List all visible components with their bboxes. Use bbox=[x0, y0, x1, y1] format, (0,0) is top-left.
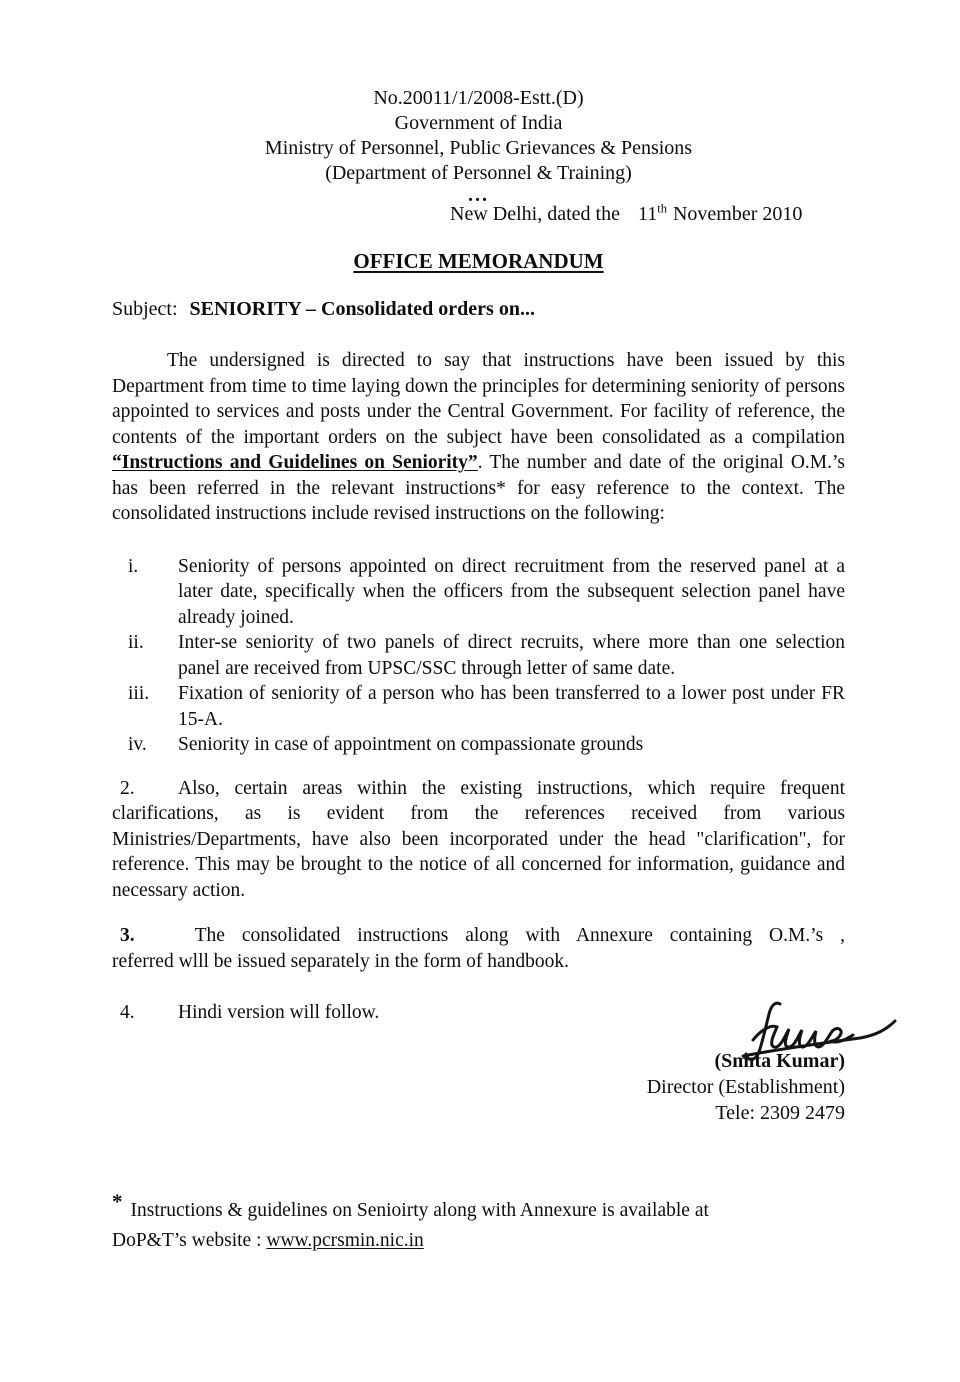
para-3-line1 bbox=[112, 923, 845, 949]
memo-title-text: OFFICE MEMORANDUM bbox=[353, 249, 604, 273]
ministry-name: Ministry of Personnel, Public Grievances & Pensions bbox=[264, 137, 693, 159]
list-marker: ii. bbox=[128, 632, 144, 653]
list-text: Fixation of seniority of a person who has been transferred to a lower post under FR 15-A. bbox=[178, 683, 845, 730]
footnote-line1: Instructions & guidelines on Senioirty along with Annexure is available at bbox=[130, 1199, 709, 1221]
list-item bbox=[112, 732, 845, 758]
letterhead bbox=[112, 86, 845, 186]
date-rest: November 2010 bbox=[672, 203, 803, 225]
signatory-phone: Tele: 2309 2479 bbox=[715, 1101, 845, 1124]
para-3-trailing-comma: , bbox=[840, 925, 845, 946]
signature-scribble-icon bbox=[735, 996, 897, 1068]
website-link: www.pcrsmin.nic.in bbox=[266, 1229, 424, 1251]
place-date-prefix: New Delhi, dated the bbox=[450, 203, 620, 225]
footnote-line2-prefix: DoP&T’s website : bbox=[112, 1229, 267, 1251]
file-number: No.20011/1/2008-Estt.(D) bbox=[373, 87, 584, 109]
date-day: 11 bbox=[637, 203, 658, 225]
para-1-emphasis: “Instructions and Guidelines on Seniority” bbox=[112, 452, 478, 473]
seniority-list bbox=[112, 554, 845, 758]
place-date-line bbox=[112, 202, 845, 227]
footnote-asterisk: * bbox=[112, 1189, 123, 1213]
para-1 bbox=[112, 348, 845, 527]
subject-label: Subject: bbox=[112, 298, 178, 320]
list-text: Inter-se seniority of two panels of direct recruits, where more than one selection panel are received from UPSC/SSC through letter of same date. bbox=[178, 632, 845, 679]
para-4-number: 4. bbox=[120, 1002, 135, 1023]
para-3-number: 3. bbox=[120, 925, 135, 946]
list-item bbox=[112, 681, 845, 732]
list-item bbox=[112, 554, 845, 631]
para-1-part2: . The number and date of the original O.M.’s has been referred in the relevant instructions* for easy reference to the context. The consolidated instructions include revised instructions on the following: bbox=[112, 452, 846, 524]
subject-text: SENIORITY – Consolidated orders on... bbox=[189, 298, 535, 320]
para-3 bbox=[112, 923, 845, 974]
department-name: (Department of Personnel & Training) bbox=[325, 162, 632, 184]
signatory-designation: Director (Establishment) bbox=[646, 1075, 845, 1098]
list-text: Seniority in case of appointment on compassionate grounds bbox=[178, 734, 644, 755]
list-marker: i. bbox=[128, 555, 139, 577]
separator-dots: ... bbox=[468, 184, 489, 206]
list-marker: iv. bbox=[128, 734, 147, 755]
org-name: Government of India bbox=[394, 112, 563, 134]
para-3-line1-text: The consolidated instructions along with Annexure containing O.M.’s bbox=[194, 925, 824, 946]
para-1-part1: The undersigned is directed to say that instructions have been issued by this Department from time to time laying down the principles for determining seniority of persons appointed to services and posts under the Central Government. For facility of reference, the contents of the important orders on the subject have been consolidated as a compilation bbox=[112, 350, 845, 448]
date-day-suffix: th bbox=[657, 201, 667, 216]
para-3-line2: referred wlll be issued separately in the form of handbook. bbox=[112, 950, 570, 972]
footnote bbox=[112, 1189, 845, 1256]
subject-line bbox=[112, 297, 845, 322]
list-item bbox=[112, 630, 845, 681]
para-2-number: 2. bbox=[120, 777, 135, 799]
signature-block bbox=[112, 1048, 845, 1126]
para-4-text: Hindi version will follow. bbox=[178, 1002, 380, 1023]
para-2-text: Also, certain areas within the existing instructions, which require frequent clarifications, as is evident from the references received from various Ministries/Departments, have also been incorporated under the head "clarification", for reference. This may be brought to the notice of all concerned for information, guidance and necessary action. bbox=[112, 777, 845, 901]
signatory-name: (Smita Kumar) bbox=[714, 1049, 845, 1072]
list-text: Seniority of persons appointed on direct recruitment from the reserved panel at a later date, specifically when the officers from the subsequent selection panel have already joined. bbox=[178, 555, 845, 628]
memo-title bbox=[112, 249, 845, 274]
list-marker: iii. bbox=[128, 683, 150, 704]
para-2 bbox=[112, 776, 845, 904]
